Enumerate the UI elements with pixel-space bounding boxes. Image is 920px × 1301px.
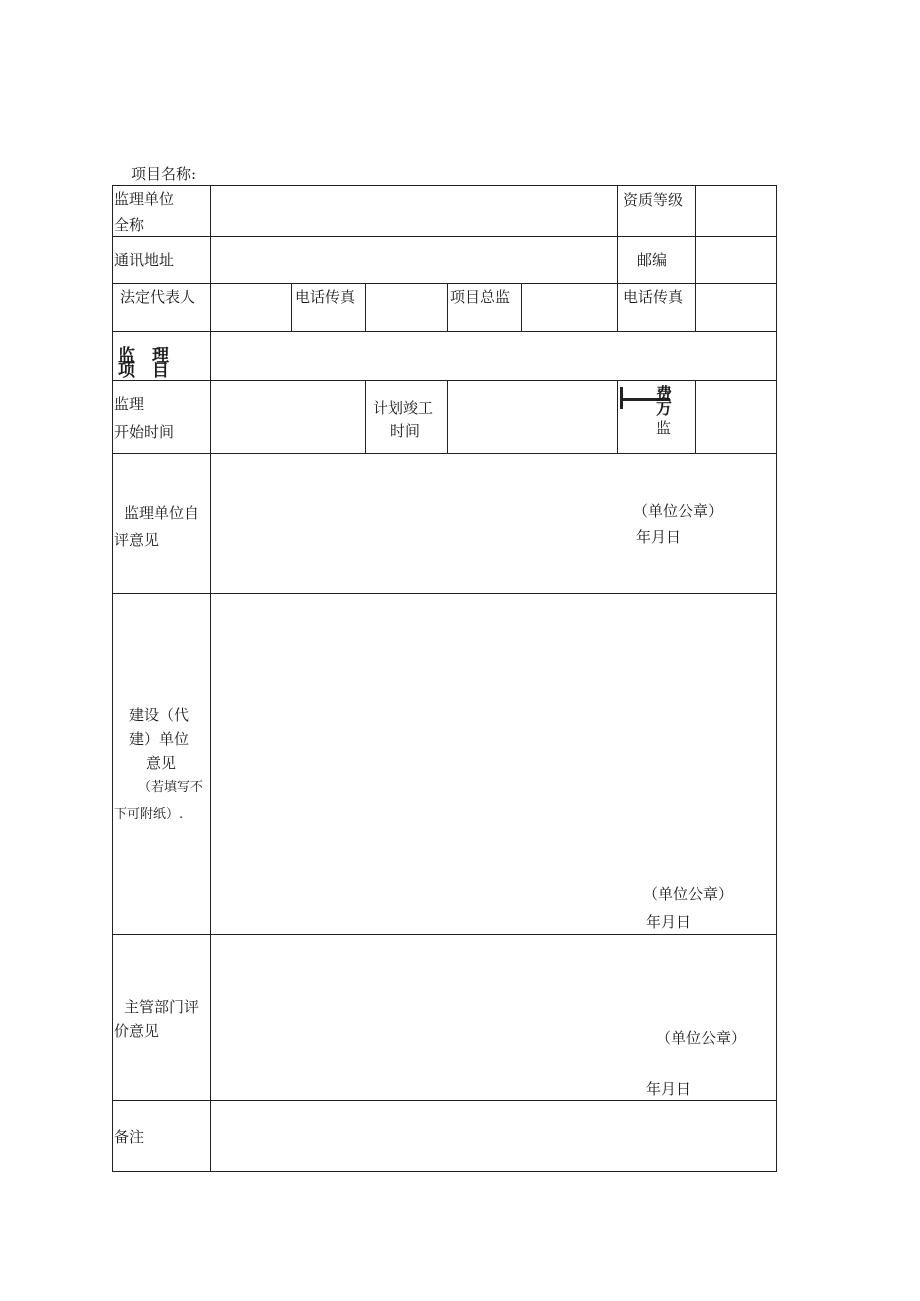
table-border-bottom: [112, 1171, 777, 1172]
supervision-project-label-line1: 监 理: [118, 346, 169, 366]
remarks-label: 备注: [114, 1128, 145, 1146]
column-divider: [695, 185, 696, 283]
owner-seal: （单位公章）: [643, 885, 734, 903]
column-divider: [617, 283, 618, 331]
table-border-right: [776, 185, 777, 1172]
chief-supervisor-field[interactable]: [523, 285, 616, 330]
fee-label-char1: 费: [656, 384, 673, 403]
owner-opinion-label-line2: 建）单位: [129, 730, 190, 748]
column-divider: [695, 380, 696, 453]
table-border-top: [112, 185, 777, 186]
column-divider: [695, 283, 696, 331]
row-divider: [112, 236, 777, 237]
planned-completion-label-line2: 时间: [390, 422, 421, 440]
row-divider: [112, 380, 777, 381]
authority-seal: （单位公章）: [656, 1029, 747, 1047]
phone-fax-label: 电话传真: [295, 288, 356, 306]
row-divider: [112, 593, 777, 594]
qualification-field[interactable]: [697, 187, 775, 235]
planned-completion-label-line1: 计划竣工: [373, 399, 434, 417]
remarks-field[interactable]: [212, 1102, 775, 1170]
address-field[interactable]: [212, 238, 616, 282]
row-divider: [112, 453, 777, 454]
authority-field[interactable]: [212, 936, 775, 1099]
fee-label: [618, 384, 694, 452]
self-eval-date: 年月日: [636, 528, 682, 546]
postcode-field[interactable]: [697, 238, 775, 282]
phone-fax-field[interactable]: [367, 285, 446, 330]
supervision-project-field[interactable]: [212, 333, 775, 379]
column-divider: [291, 283, 292, 331]
self-eval-label-line1: 监理单位自: [124, 504, 200, 522]
column-divider: [447, 380, 448, 453]
owner-opinion-label-line3: 意见: [146, 754, 177, 772]
fee-label-char3: 监: [656, 419, 672, 437]
authority-date: 年月日: [646, 1080, 692, 1098]
chief-supervisor-label: 项目总监: [450, 288, 511, 306]
supervisor-name-label-line2: 全称: [114, 216, 145, 234]
self-eval-label-line2: 评意见: [114, 531, 160, 549]
qualification-label: 资质等级: [623, 191, 684, 209]
column-divider: [365, 380, 366, 453]
address-label: 通讯地址: [114, 251, 175, 269]
supervisor-name-field[interactable]: [212, 187, 616, 235]
self-eval-seal: （单位公章）: [633, 502, 724, 520]
supervisor-name-label-line1: 监理单位: [114, 190, 175, 208]
authority-label-line2: 价意见: [114, 1022, 160, 1040]
owner-opinion-label-line1: 建设（代: [129, 706, 190, 724]
table-border-left: [112, 185, 113, 1172]
column-divider: [447, 283, 448, 331]
column-divider: [365, 283, 366, 331]
project-name-label: 项目名称:: [131, 165, 197, 183]
start-time-label-line1: 监理: [114, 395, 145, 413]
owner-opinion-note-line1: （若填写不: [138, 780, 204, 795]
legal-rep-field[interactable]: [212, 285, 290, 330]
phone-fax-label-2: 电话传真: [623, 288, 684, 306]
authority-label-line1: 主管部门评: [124, 998, 200, 1016]
postcode-label: 邮编: [637, 251, 668, 269]
column-divider: [521, 283, 522, 331]
fee-label-char2: 万: [656, 399, 673, 418]
supervision-project-label-line2: 项 目: [118, 361, 169, 381]
start-time-field[interactable]: [212, 382, 364, 452]
column-divider: [617, 185, 618, 283]
owner-date: 年月日: [646, 913, 692, 931]
phone-fax-field-2[interactable]: [697, 285, 775, 330]
planned-completion-field[interactable]: [449, 382, 616, 452]
start-time-label-line2: 开始时间: [114, 423, 175, 441]
row-divider: [112, 331, 777, 332]
legal-rep-label: 法定代表人: [120, 288, 196, 306]
label-column-divider: [210, 185, 211, 1172]
fee-field[interactable]: [697, 382, 775, 452]
owner-opinion-note-line2: 下可附纸）.: [114, 807, 184, 822]
